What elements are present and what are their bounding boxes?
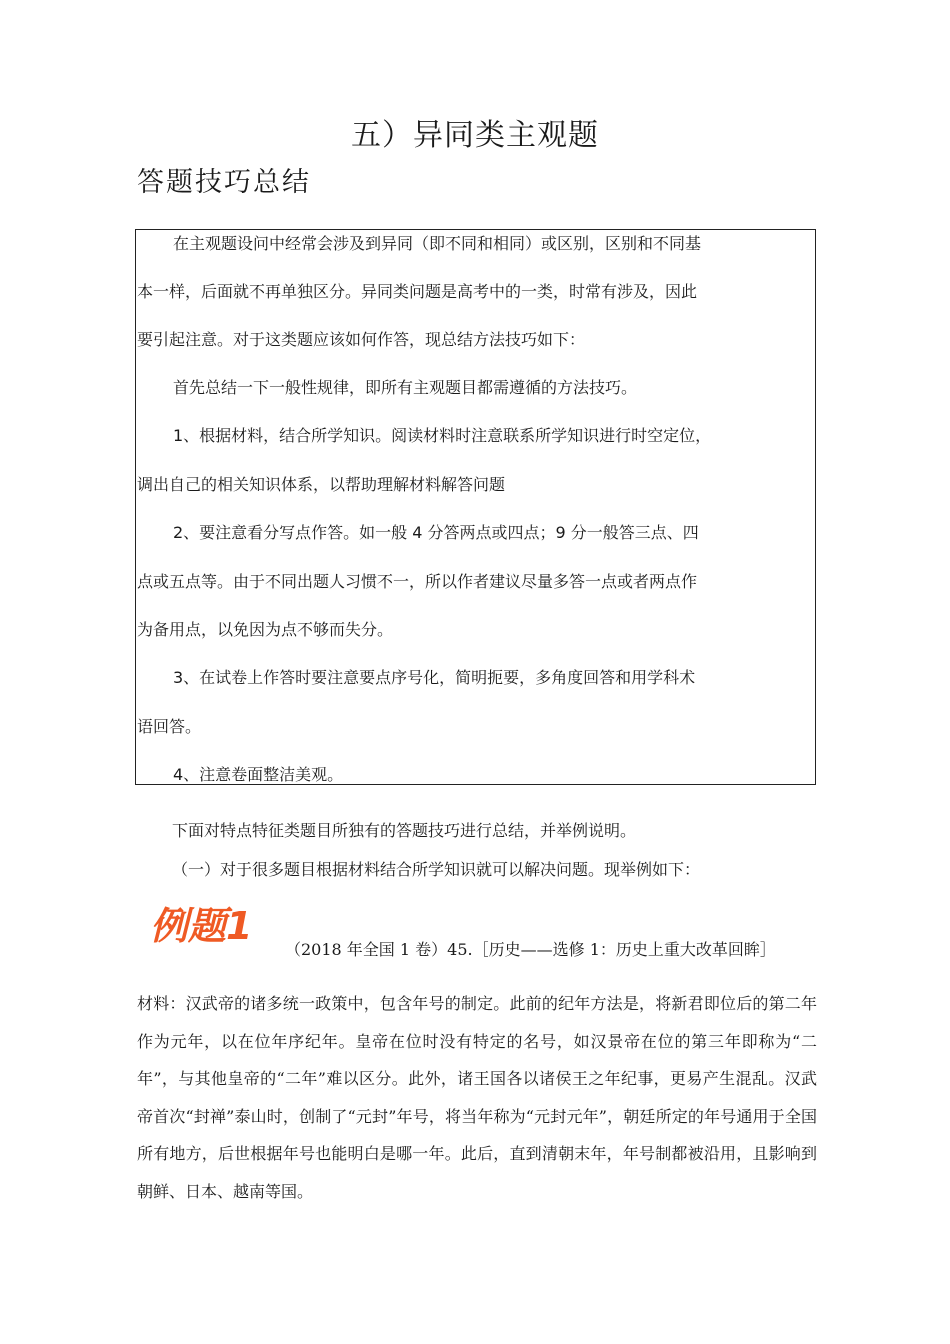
tips-line: 4、注意卷面整洁美观。: [173, 765, 344, 784]
intro-text: 下面对特点特征类题目所独有的答题技巧进行总结，并举例说明。: [172, 821, 637, 840]
tips-line: 点或五点等。由于不同出题人习惯不一，所以作者建议尽量多答一点或者两点作: [137, 572, 698, 591]
example-badge-text: 例题1: [150, 904, 253, 948]
tips-line: 本一样，后面就不再单独区分。异同类问题是高考中的一类，时常有涉及，因此: [137, 282, 698, 301]
tips-line: 3、在试卷上作答时要注意要点序号化，简明扼要，多角度回答和用学科术: [173, 668, 696, 687]
material-text: 材料：汉武帝的诸多统一政策中，包含年号的制定。此前的纪年方法是，将新君即位后的第二年作为元年，以在位年序纪年。皇帝在位时没有特定的名号，如汉景帝在位的第三年即称为“二年”，与其他皇帝的“二年”难以区分。此外，诸王国各以诸侯王之年纪事，更易产生混乱。汉武帝首次“封禅”泰山时，创制了“元封”年号，将当年称为“元封元年”，朝廷所定的年号通用于全国所有地方，后世根据年号也能明白是哪一年。此后，直到清朝末年，年号制都被沿用，且影响到朝鲜、日本、越南等国。: [137, 994, 817, 1201]
tips-box: [135, 229, 816, 785]
tips-line: 要引起注意。对于这类题应该如何作答，现总结方法技巧如下：: [137, 330, 586, 349]
page-title: 五）异同类主观题: [351, 118, 599, 153]
example-source: （2018 年全国 1 卷）45.［历史——选修 1：历史上重大改革回眸］: [285, 940, 776, 959]
tips-line: 语回答。: [137, 717, 202, 736]
example-badge-icon: [148, 897, 278, 951]
tips-line: 1、根据材料，结合所学知识。阅读材料时注意联系所学知识进行时空定位，: [173, 426, 712, 445]
tips-line: 为备用点，以免因为点不够而失分。: [137, 620, 394, 639]
tips-line: 首先总结一下一般性规律，即所有主观题目都需遵循的方法技巧。: [173, 378, 638, 397]
tips-line: 调出自己的相关知识体系，以帮助理解材料解答问题: [137, 475, 506, 494]
tips-line: 在主观题设问中经常会涉及到异同（即不同和相同）或区别，区别和不同基: [173, 234, 702, 253]
section-one-text: （一）对于很多题目根据材料结合所学知识就可以解决问题。现举例如下：: [172, 860, 701, 879]
section-subtitle: 答题技巧总结: [137, 167, 311, 198]
tips-line: 2、要注意看分写点作答。如一般 4 分答两点或四点；9 分一般答三点、四: [173, 523, 699, 542]
